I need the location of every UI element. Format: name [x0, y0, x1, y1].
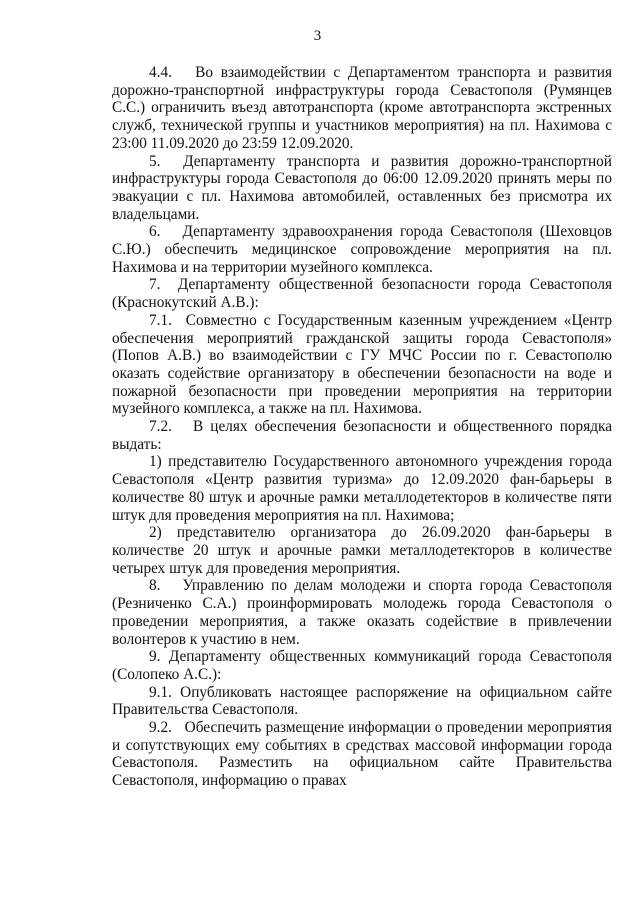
paragraph-8: 8. Управлению по делам молодежи и спорта города Севастополя (Резниченко С.А.) проинформировать молодежь города Севастополя о проведении мероприятия, а также оказать содействие в привлечении волонтеров к участию в нем.	[112, 577, 612, 648]
paragraph-7-2: 7.2. В целях обеспечения безопасности и общественного порядка выдать:	[112, 418, 612, 453]
paragraph-4-4: 4.4. Во взаимодействии с Департаментом транспорта и развития дорожно-транспортной инфраструктуры города Севастополя (Румянцев С.С.) ограничить въезд автотранспорта (кроме автотранспорта экстренных служб, технической группы и участников мероприятия) на пл. Нахимова с 23:00 11.09.2020 до 23:59 12.09.2020.	[112, 64, 612, 152]
document-body	[112, 64, 612, 790]
paragraph-9: 9. Департаменту общественных коммуникаций города Севастополя (Солопеко А.С.):	[112, 648, 612, 683]
paragraph-5: 5. Департаменту транспорта и развития дорожно-транспортной инфраструктуры города Севастополя до 06:00 12.09.2020 принять меры по эвакуации с пл. Нахимова автомобилей, оставленных без присмотра их владельцами.	[112, 152, 612, 223]
page-number: 3	[313, 28, 322, 44]
paragraph-7-1: 7.1. Совместно с Государственным казенным учреждением «Центр обеспечения мероприятий гражданской защиты города Севастополя» (Попов А.В.) во взаимодействии с ГУ МЧС России по г. Севастополю оказать содействие организатору в обеспечении безопасности на воде и пожарной безопасности при проведении мероприятия на территории музейного комплекса, а также на пл. Нахимова.	[112, 311, 612, 418]
list-item-1: 1) представителю Государственного автономного учреждения города Севастополя «Центр развития туризма» до 12.09.2020 фан-барьеры в количестве 80 штук и арочные рамки металлодетекторов в количестве пяти штук для проведения мероприятия на пл. Нахимова;	[112, 453, 612, 524]
paragraph-9-2: 9.2. Обеспечить размещение информации о проведении мероприятия и сопутствующих ему событиях в средствах массовой информации города Севастополя. Разместить на официальном сайте Правительства Севастополя, информацию о правах	[112, 719, 612, 790]
list-item-2: 2) представителю организатора до 26.09.2020 фан-барьеры в количестве 20 штук и арочные рамки металлодетекторов в количестве четырех штук для проведения мероприятия.	[112, 524, 612, 577]
paragraph-7: 7. Департаменту общественной безопасности города Севастополя (Краснокутский А.В.):	[112, 276, 612, 312]
paragraph-9-1: 9.1. Опубликовать настоящее распоряжение на официальном сайте Правительства Севастополя.	[112, 683, 612, 719]
paragraph-6: 6. Департаменту здравоохранения города Севастополя (Шеховцов С.Ю.) обеспечить медицинское сопровождение мероприятия на пл. Нахимова и на территории музейного комплекса.	[112, 223, 612, 276]
